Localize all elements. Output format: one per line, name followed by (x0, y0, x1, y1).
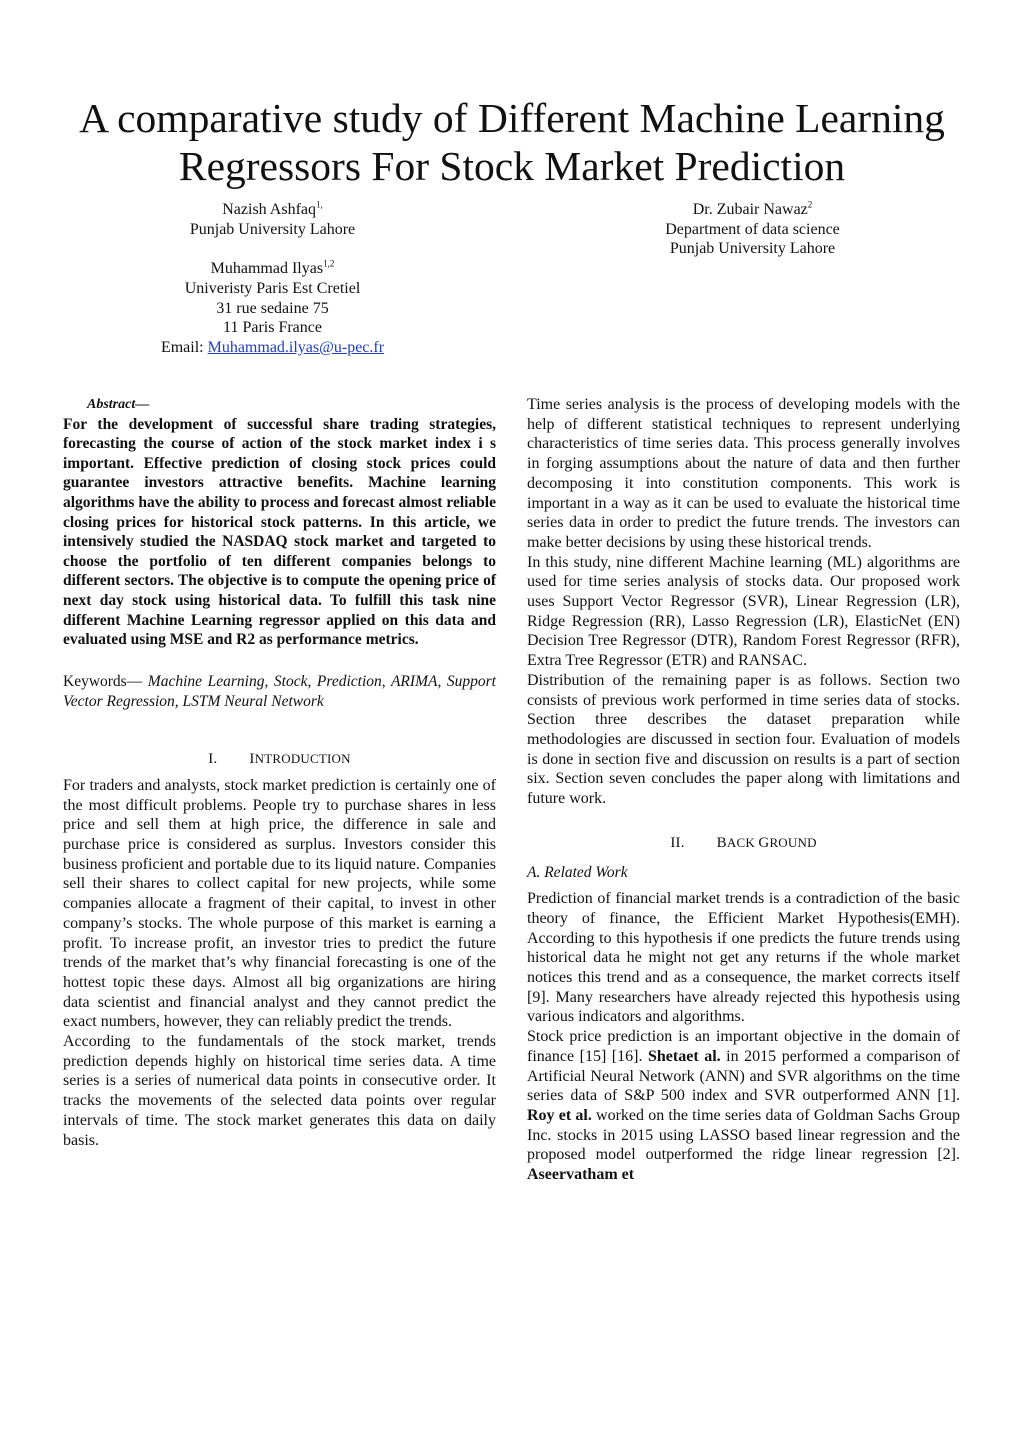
section-heading-background: II. BACK GROUND (670, 834, 817, 851)
author-name: Dr. Zubair Nawaz (692, 201, 808, 218)
author-affiliation: Punjab University Lahore (189, 220, 356, 238)
paragraph: For traders and analysts, stock market prediction is certainly one of the most difficult problems. People try to purchase shares in less price and sell them at high price, the difference in sale and purchase price is considered as surplus. Investors consider this business proficient and portable due to its liquid nature. Companies sell their shares to collect capital for new projects, while some companies allocate a fragment of their capital, to invest in other company’s stocks. The whole purpose of this market is earning a profit. To increase profit, an investor tries to predict the future trends of the market that’s why financial forecasting is one of the hottest topic these days. Almost all big organizations are hiring data scientist and financial analyst and they cannot predict the exact numbers, however, they can reliably predict the trends. (63, 776, 496, 1031)
right-column (527, 395, 960, 1185)
keywords-text: Machine Learning, Stock, Prediction, ARIMA, Support Vector Regression, LSTM Neural Network (63, 672, 496, 710)
author-superscript: 1, (316, 199, 323, 210)
author-name: Nazish Ashfaq (222, 201, 316, 218)
email-link[interactable]: Muhammad.ilyas@u-pec.fr (207, 338, 385, 356)
author-affiliation: Punjab University Lahore (669, 240, 836, 258)
abstract-body: For the development of successful share trading strategies, forecasting the course of action of the stock market index i s important. Effective prediction of closing stock prices could guarantee investors attractive benefits. Machine learning algorithms have the ability to process and forecast almost reliable closing prices for historical stock patterns. In this article, we intensively studied the NASDAQ stock market and targeted to choose the portfolio of ten different companies belongs to different sectors. The objective is to compute the opening price of next day stock using historical data. To fulfill this task nine different Machine Learning regressor applied on this data and evaluated using MSE and R2 as performance metrics. (63, 415, 496, 649)
subsection-heading: A. Related Work (527, 864, 628, 882)
section-number: I. (208, 751, 218, 768)
abstract-heading: Abstract— (87, 397, 150, 412)
author-superscript: 2 (807, 199, 813, 210)
keywords-label: Keywords— (63, 672, 143, 690)
paragraph: In this study, nine different Machine learning (ML) algorithms are used for time series analysis of stocks data. Our proposed work uses Support Vector Regressor (SVR), Linear Regression (LR), Ridge Regression (RR), Lasso Regression (LR), ElasticNet (EN) Decision Tree Regressor (DTR), Random Forest Regressor (RFR), Extra Tree Regressor (ETR) and RANSAC. (527, 553, 960, 670)
paragraph: Prediction of financial market trends is a contradiction of the basic theory of finance, the Efficient Market Hypothesis(EMH). According to this hypothesis if one predicts the future trends using historical data he might not get any returns if the whole market notices this trend and as a consequence, the market corrects itself [9]. Many researchers have already rejected this hypothesis using various indicators and algorithms. (527, 890, 960, 1026)
author-address-line: 11 Paris France (223, 319, 322, 337)
paragraph: According to the fundamentals of the stock market, trends prediction depends highly on historical time series data. A time series is a series of numerical data points in consecutive order. It tracks the movements of the selected data points over regular intervals of time. The stock market generates this data on daily basis. (63, 1033, 496, 1149)
author-name: Muhammad Ilyas (210, 260, 324, 278)
paragraph: Time series analysis is the process of developing models with the help of different statistical techniques to represent underlying characteristics of time series data. This process generally involves in forging assumptions about the nature of data and then further decomposing it into constitution components. This work is important in a way as it can be used to evaluate the historical time series data in order to predict the future trends. The investors can make better decisions by using these historical trends. (527, 396, 960, 551)
author-address-line: 31 rue sedaine 75 (216, 299, 329, 317)
author-superscript: 1,2 (323, 258, 335, 269)
section-number: II. (670, 834, 685, 851)
section-heading-introduction: I. INTRODUCTION (208, 751, 351, 768)
author-block-2 (620, 200, 885, 259)
author-block-1 (140, 200, 405, 358)
author-affiliation: Univeristy Paris Est Cretiel (184, 279, 361, 297)
title-line-1: A comparative study of Different Machine Learning (79, 95, 945, 141)
paper-title (40, 94, 984, 190)
left-column (63, 395, 496, 1150)
keywords (63, 672, 496, 711)
title-line-2: Regressors For Stock Market Prediction (178, 143, 846, 189)
email-label: Email: (160, 338, 208, 356)
paragraph: Stock price prediction is an important objective in the domain of finance [15] [16]. Shetaet al. in 2015 performed a comparison of Artificial Neural Network (ANN) and SVR algorithms on the time series data of S&P 500 index and SVR outperformed ANN [1]. Roy et al. worked on the time series data of Goldman Sachs Group Inc. stocks in 2015 using LASSO based linear regression and the proposed model outperformed the ridge linear regression [2]. Aseervatham et (527, 1028, 961, 1184)
paragraph: Distribution of the remaining paper is as follows. Section two consists of previous work performed in time series data of stocks. Section three describes the dataset preparation while methodologies are discussed in section four. Evaluation of models is done in section five and discussion on results is a part of section six. Section seven concludes the paper along with limitations and future work. (527, 671, 960, 808)
author-department: Department of data science (665, 220, 840, 238)
